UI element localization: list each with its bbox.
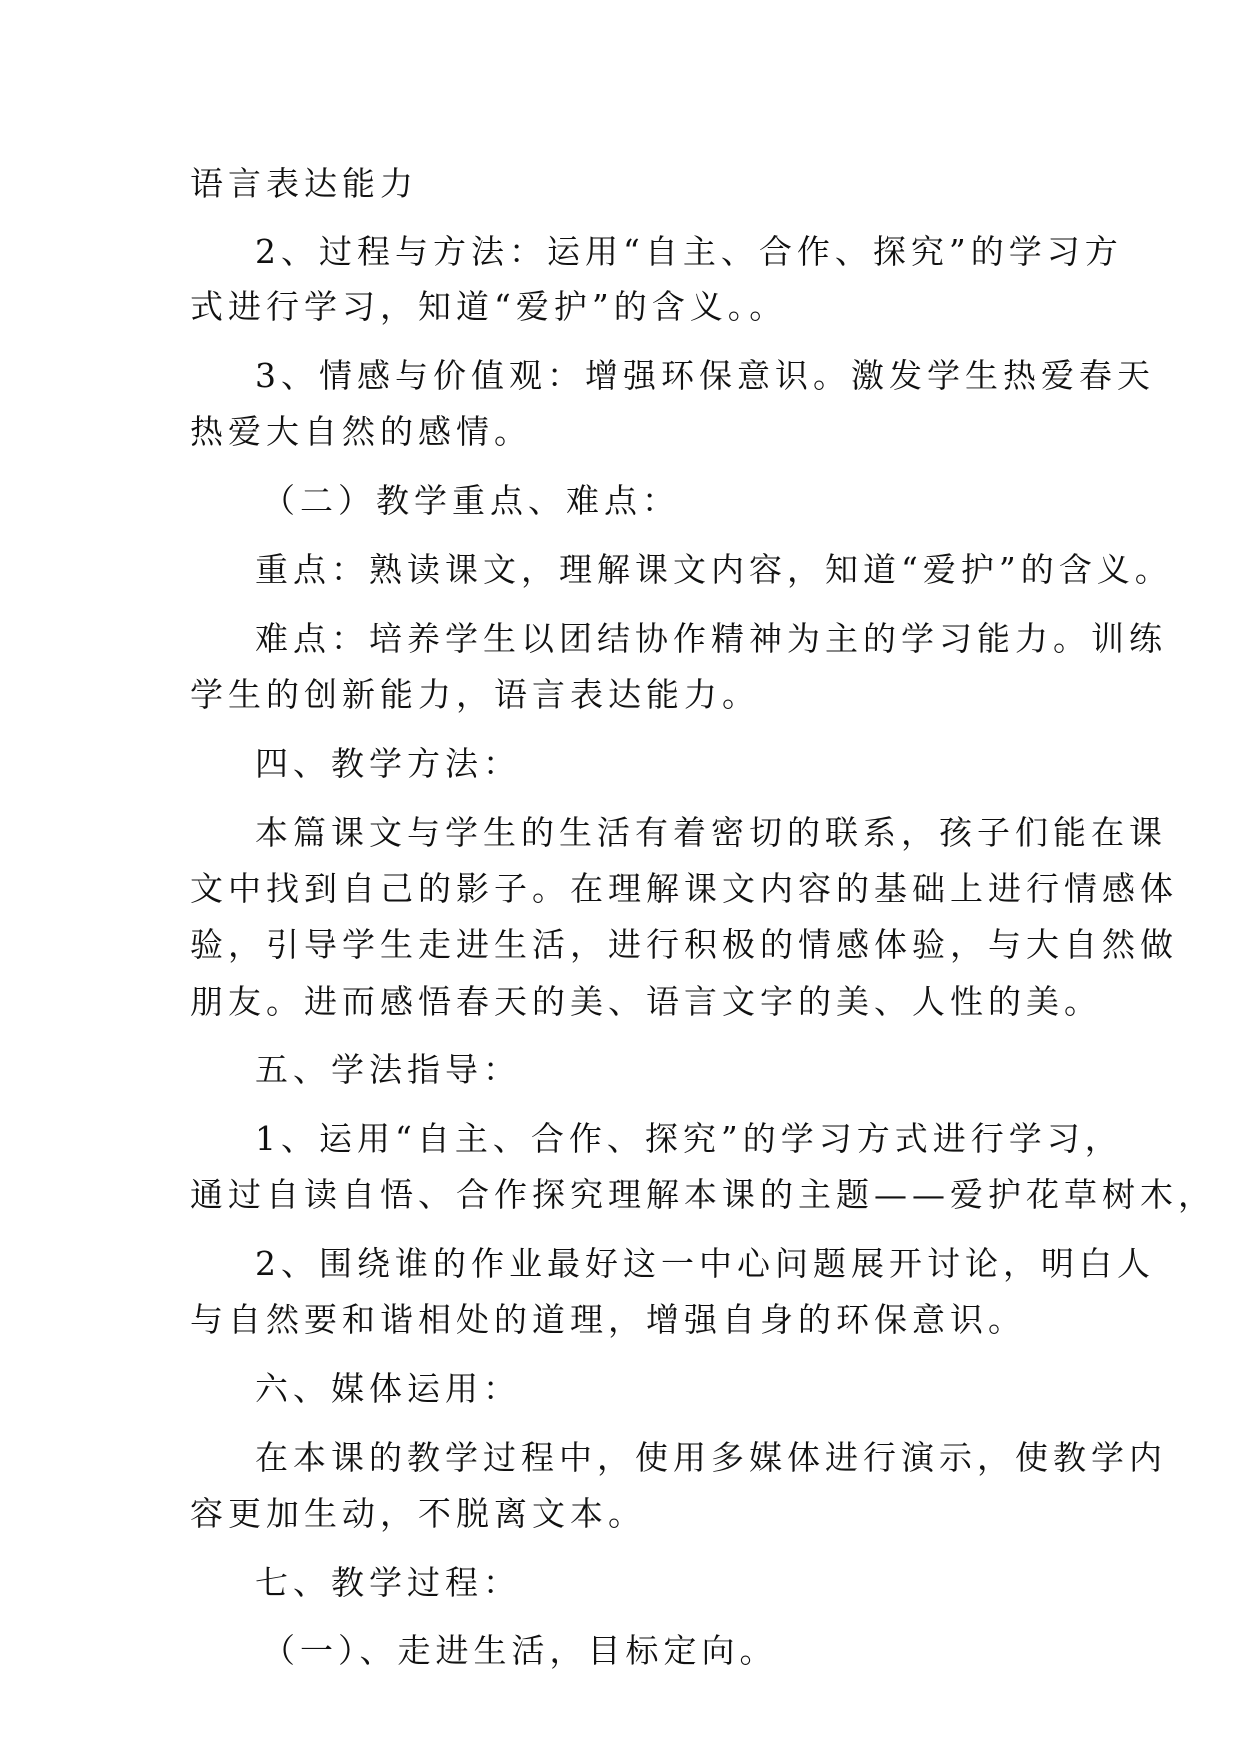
subsection-heading: （一）、走进生活，目标定向。	[262, 1631, 778, 1670]
section-heading: 六、媒体运用：	[255, 1369, 521, 1408]
text-line: 与自然要和谐相处的道理，增强自身的环保意识。	[190, 1300, 1026, 1339]
text-line: 文中找到自己的影子。在理解课文内容的基础上进行情感体	[190, 869, 1178, 908]
text-line: 容更加生动，不脱离文本。	[190, 1494, 646, 1533]
text-line: 热爱大自然的感情。	[190, 412, 532, 451]
text-line: 难点：培养学生以团结协作精神为主的学习能力。训练	[255, 619, 1167, 658]
text-line: 2、过程与方法：运用“自主、合作、探究”的学习方	[255, 232, 1123, 271]
text-line: 语言表达能力	[190, 164, 418, 203]
section-heading: 七、教学过程：	[255, 1563, 521, 1602]
text-line: 重点：熟读课文，理解课文内容，知道“爱护”的含义。	[255, 550, 1173, 589]
text-line: 学生的创新能力，语言表达能力。	[190, 675, 760, 714]
text-line: 验，引导学生走进生活，进行积极的情感体验，与大自然做	[190, 925, 1178, 964]
text-line: 式进行学习，知道“爱护”的含义。。	[190, 287, 788, 326]
section-heading: （二）教学重点、难点：	[262, 481, 680, 520]
text-line: 本篇课文与学生的生活有着密切的联系，孩子们能在课	[255, 813, 1167, 852]
section-heading: 四、教学方法：	[255, 744, 521, 783]
text-line: 通过自读自悟、合作探究理解本课的主题——爱护花草树木，	[190, 1175, 1216, 1214]
section-heading: 五、学法指导：	[255, 1050, 521, 1089]
text-line: 1、运用“自主、合作、探究”的学习方式进行学习，	[255, 1119, 1123, 1158]
text-line: 3、情感与价值观：增强环保意识。激发学生热爱春天	[255, 356, 1155, 395]
text-line: 在本课的教学过程中，使用多媒体进行演示，使教学内	[255, 1438, 1167, 1477]
text-line: 朋友。进而感悟春天的美、语言文字的美、人性的美。	[190, 982, 1102, 1021]
text-line: 2、围绕谁的作业最好这一中心问题展开讨论，明白人	[255, 1244, 1155, 1283]
